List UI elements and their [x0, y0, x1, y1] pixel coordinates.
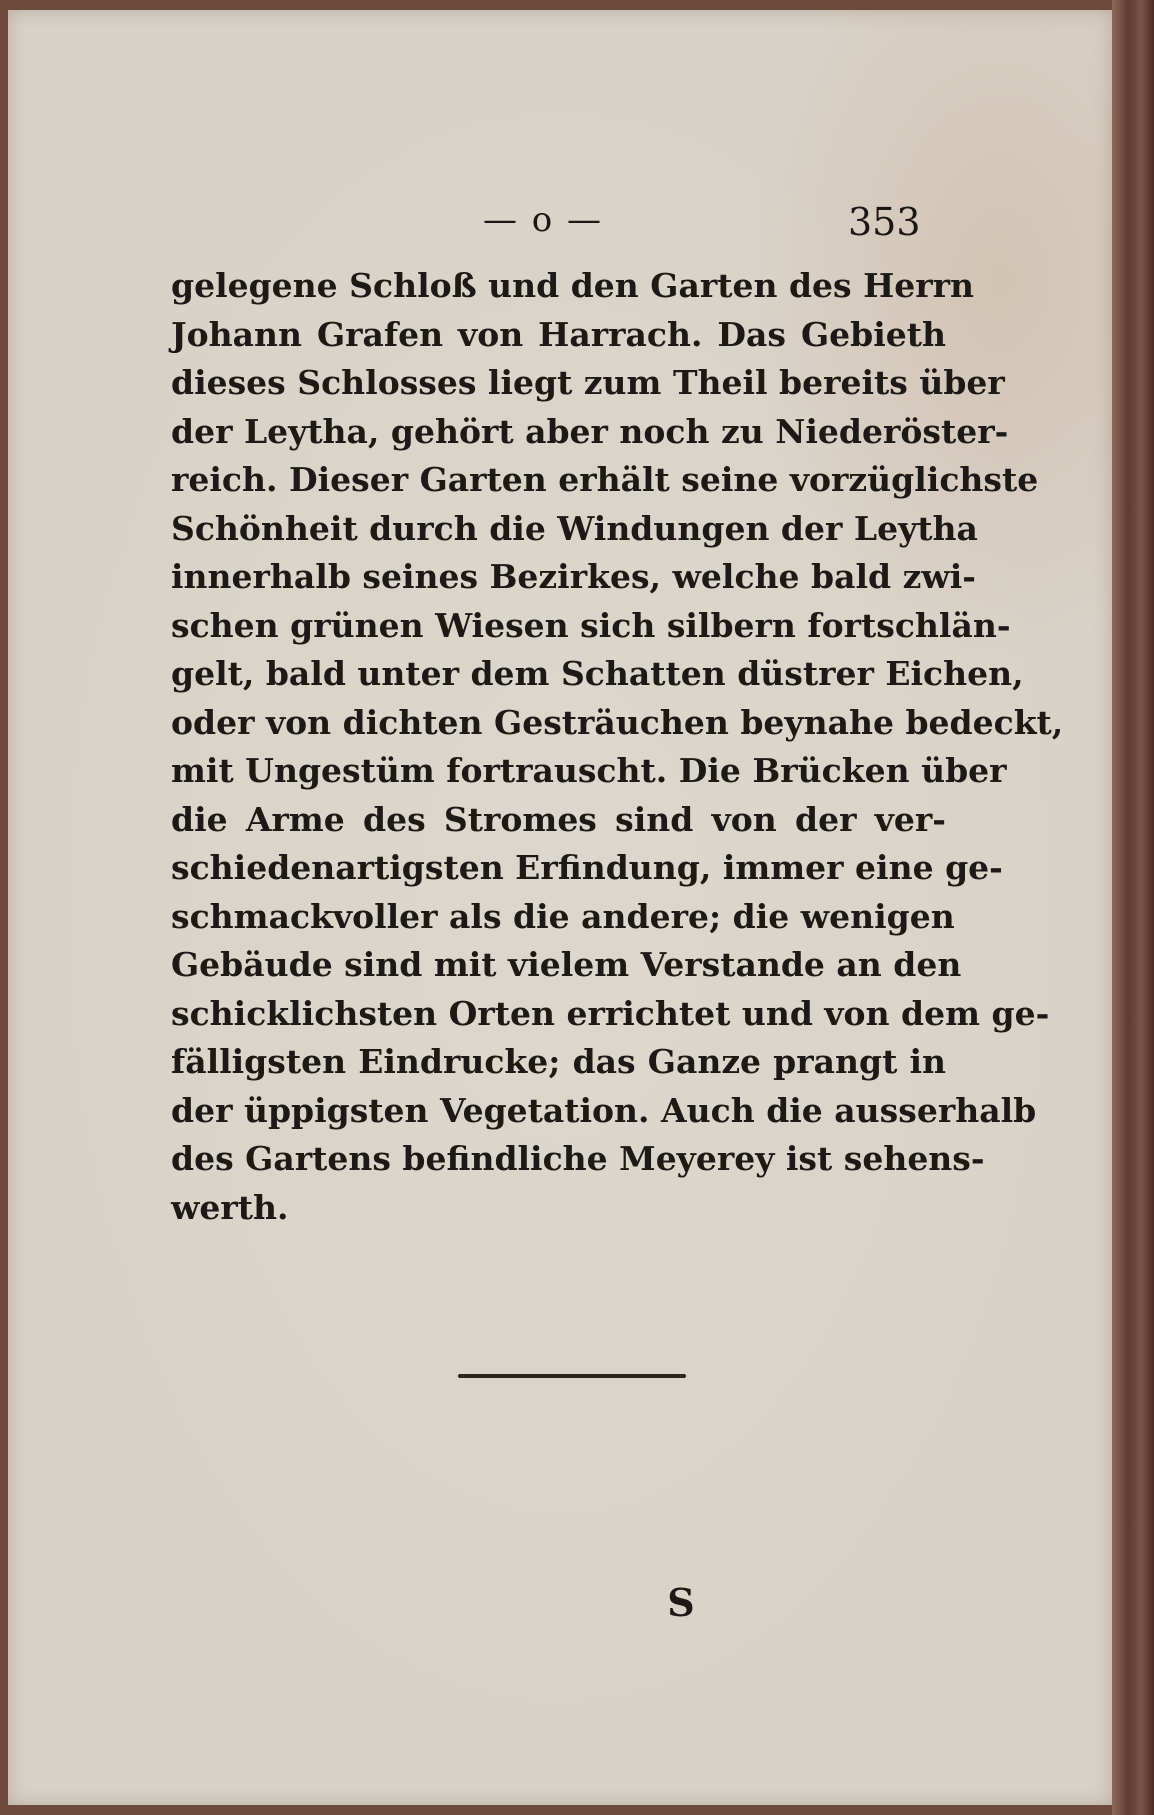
text-line: gelt, bald unter dem Schatten düstrer Eichen, [171, 654, 1024, 693]
text-line: mit Ungestüm fortrauscht. Die Brücken über [171, 751, 1007, 790]
text-line: gelegene Schloß und den Garten des Herrn [171, 266, 975, 305]
signature-mark: S [667, 1580, 695, 1625]
text-line: des Gartens befindliche Meyerey ist sehens- [171, 1139, 985, 1178]
body-text [171, 262, 1064, 1232]
text-line: fälligsten Eindrucke; das Ganze prangt in [171, 1042, 946, 1081]
text-line: schicklichsten Orten errichtet und von dem ge- [171, 993, 1050, 1033]
text-line: innerhalb seines Bezirkes, welche bald zwi- [171, 557, 976, 596]
text-line: schen grünen Wiesen sich silbern fortschlän- [171, 605, 1011, 645]
text-line: Schönheit durch die Windungen der Leytha [171, 508, 978, 548]
running-header [8, 200, 1112, 250]
text-line: oder von dichten Gesträuchen beynahe bedeckt, [171, 702, 1064, 742]
text-line: der Leytha, gehört aber noch zu Niederöster- [171, 411, 1009, 451]
page-number: 353 [848, 200, 921, 244]
text-line: schmackvoller als die andere; die wenigen [171, 896, 955, 936]
text-line: reich. Dieser Garten erhält seine vorzüglichste [171, 460, 1039, 499]
text-line: dieses Schlosses liegt zum Theil bereits über [171, 363, 1005, 402]
text-line: Gebäude sind mit vielem Verstande an den [171, 945, 962, 984]
book-page [8, 10, 1112, 1805]
text-line: Johann Grafen von Harrach. Das Gebieth [171, 314, 946, 354]
text-line: schiedenartigsten Erfindung, immer eine ge- [171, 848, 1003, 887]
text-line: werth. [171, 1187, 289, 1227]
header-ornament: — o — [482, 200, 604, 240]
section-divider-rule [458, 1374, 686, 1378]
book-edge [1112, 0, 1154, 1815]
text-line: die Arme des Stromes sind von der ver- [171, 799, 946, 839]
text-line: der üppigsten Vegetation. Auch die ausserhalb [171, 1090, 1037, 1130]
